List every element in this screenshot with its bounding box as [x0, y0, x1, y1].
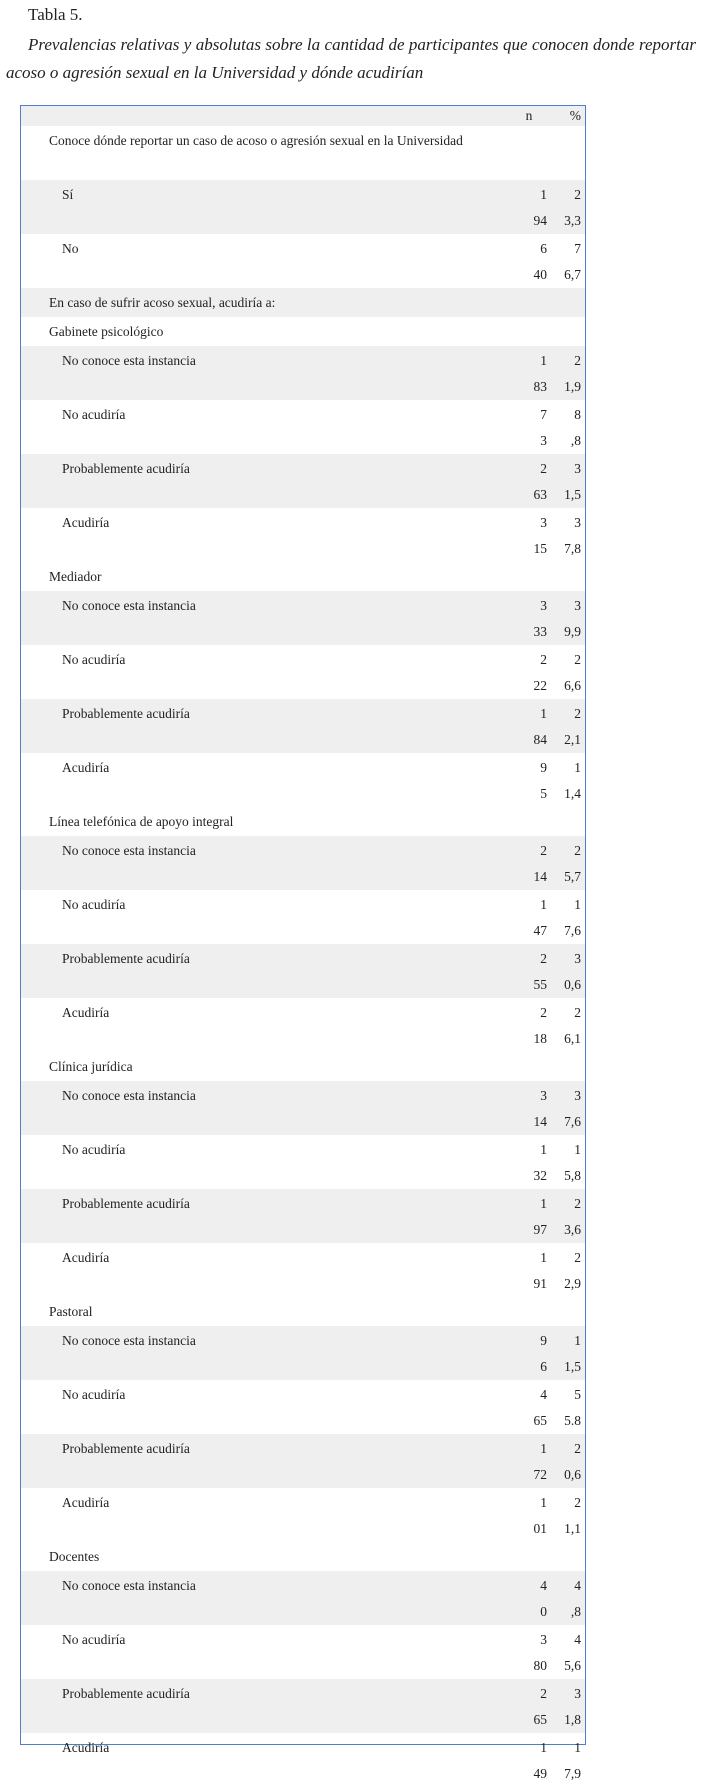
n-cell: [507, 836, 551, 890]
table-row: [21, 234, 585, 288]
table-row: [21, 346, 585, 400]
table-row: [21, 1081, 585, 1135]
percent-value-line1: 2: [574, 1441, 581, 1456]
header-row: [21, 106, 585, 126]
n-value-line1: 1: [540, 1441, 547, 1456]
section-label: Conoce dónde reportar un caso de acoso o agresión sexual en la Universidad: [49, 133, 463, 148]
n-value-line1: 9: [540, 1333, 547, 1348]
row-label: Acudiría: [62, 1250, 110, 1265]
percent-cell: [551, 317, 585, 346]
n-cell: [507, 1243, 551, 1297]
n-value-line2: 63: [533, 487, 547, 502]
percent-value-line2: 1,4: [564, 786, 581, 801]
percent-value-line1: 1: [574, 1142, 581, 1157]
n-value-line1: 6: [540, 241, 547, 256]
percent-cell: [551, 699, 585, 753]
row-label: No conoce esta instancia: [21, 1081, 507, 1135]
category-row: [21, 807, 585, 836]
table-body: [21, 126, 585, 1787]
percent-value-line1: 7: [574, 241, 581, 256]
n-value-line1: 2: [540, 652, 547, 667]
n-cell: [507, 1297, 551, 1326]
section-row: [21, 288, 585, 317]
table-row: [21, 400, 585, 454]
percent-cell: [551, 1326, 585, 1380]
n-value-line2: 91: [533, 1276, 547, 1291]
percent-value-line1: 2: [574, 187, 581, 202]
n-cell: [507, 562, 551, 591]
category-label: Mediador: [49, 569, 102, 584]
n-cell: [507, 998, 551, 1052]
percent-value-line2: 5,8: [564, 1168, 581, 1183]
percent-value-line1: 3: [574, 1686, 581, 1701]
row-label: No acudiría: [62, 1632, 126, 1647]
percent-cell: [551, 890, 585, 944]
n-cell: [507, 400, 551, 454]
percent-cell: [551, 753, 585, 807]
row-label: Probablemente acudiría: [21, 699, 507, 753]
percent-value-line2: 6,7: [564, 267, 581, 282]
percent-value-line1: 3: [574, 951, 581, 966]
n-value-line2: 14: [533, 1114, 547, 1129]
n-cell: [507, 1052, 551, 1081]
percent-cell: [551, 1679, 585, 1733]
n-value-line1: 1: [540, 1250, 547, 1265]
table-label: Tabla 5.: [28, 5, 83, 24]
percent-value-line1: 3: [574, 515, 581, 530]
percent-cell: [551, 234, 585, 288]
n-value-line2: 47: [533, 923, 547, 938]
row-label: Probablemente acudiría: [21, 1679, 507, 1733]
n-cell: [507, 591, 551, 645]
table-row: [21, 890, 585, 944]
prevalence-table-frame: [20, 105, 586, 1781]
percent-value-line1: 2: [574, 706, 581, 721]
n-value-line1: 3: [540, 1088, 547, 1103]
percent-cell: [551, 1733, 585, 1787]
n-value-line1: 3: [540, 1632, 547, 1647]
n-cell: [507, 508, 551, 562]
n-value-line1: 7: [540, 407, 547, 422]
category-row: [21, 1052, 585, 1081]
n-value-line2: 33: [533, 624, 547, 639]
percent-value-line2: 1,8: [564, 1712, 581, 1727]
percent-value-line2: 1,5: [564, 1359, 581, 1374]
n-value-line2: 14: [533, 869, 547, 884]
percent-value-line2: 2,9: [564, 1276, 581, 1291]
table-row: [21, 1625, 585, 1679]
percent-cell: [551, 1081, 585, 1135]
percent-value-line2: 5,6: [564, 1658, 581, 1673]
n-value-line2: 32: [533, 1168, 547, 1183]
percent-value-line1: 1: [574, 1333, 581, 1348]
n-cell: [507, 645, 551, 699]
percent-value-line2: 7,6: [564, 1114, 581, 1129]
row-label: No conoce esta instancia: [21, 1326, 507, 1380]
percent-cell: [551, 400, 585, 454]
row-label: Acudiría: [62, 1005, 110, 1020]
n-value-line2: 83: [533, 379, 547, 394]
percent-cell: [551, 998, 585, 1052]
table-caption: Prevalencias relativas y absolutas sobre la cantidad de participantes que conocen donde reportar acoso o agresión sexual en la Universidad y dónde acudirían: [6, 35, 696, 82]
n-value-line1: 1: [540, 897, 547, 912]
n-cell: [507, 807, 551, 836]
percent-cell: [551, 836, 585, 890]
header-percent: %: [551, 106, 585, 126]
row-label: No acudiría: [62, 897, 126, 912]
n-value-line2: 94: [533, 213, 547, 228]
table-row: [21, 998, 585, 1052]
category-label: Gabinete psicológico: [49, 324, 164, 339]
n-value-line1: 2: [540, 1686, 547, 1701]
row-label: No acudiría: [62, 652, 126, 667]
percent-value-line2: ,8: [570, 433, 581, 448]
header-n: n: [507, 106, 551, 126]
row-label: No conoce esta instancia: [21, 1571, 507, 1625]
n-value-line1: 2: [540, 951, 547, 966]
n-value-line1: 2: [540, 1005, 547, 1020]
category-row: [21, 1297, 585, 1326]
table-row: [21, 1189, 585, 1243]
row-label: Probablemente acudiría: [21, 454, 507, 508]
row-label: Probablemente acudiría: [21, 1434, 507, 1488]
percent-value-line2: ,8: [570, 1604, 581, 1619]
percent-value-line1: 1: [574, 760, 581, 775]
n-value-line2: 15: [533, 541, 547, 556]
table-row: [21, 1488, 585, 1542]
percent-value-line1: 3: [574, 598, 581, 613]
category-label: Línea telefónica de apoyo integral: [49, 814, 234, 829]
n-cell: [507, 234, 551, 288]
n-value-line1: 1: [540, 1740, 547, 1755]
category-row: [21, 562, 585, 591]
row-label: Acudiría: [62, 1495, 110, 1510]
percent-value-line1: 2: [574, 1250, 581, 1265]
n-value-line2: 01: [533, 1521, 547, 1536]
category-row: [21, 317, 585, 346]
n-cell: [507, 126, 551, 180]
percent-value-line2: 0,6: [564, 1467, 581, 1482]
n-cell: [507, 1488, 551, 1542]
table-row: [21, 1380, 585, 1434]
row-label: No: [62, 241, 79, 256]
n-cell: [507, 346, 551, 400]
percent-value-line1: 2: [574, 1005, 581, 1020]
n-value-line1: 4: [540, 1387, 547, 1402]
percent-value-line2: 6,1: [564, 1031, 581, 1046]
n-cell: [507, 753, 551, 807]
n-value-line2: 65: [533, 1413, 547, 1428]
percent-value-line2: 5,7: [564, 869, 581, 884]
n-value-line2: 5: [540, 786, 547, 801]
n-cell: [507, 1571, 551, 1625]
n-cell: [507, 1380, 551, 1434]
percent-value-line1: 2: [574, 652, 581, 667]
n-value-line1: 3: [540, 598, 547, 613]
percent-value-line1: 1: [574, 897, 581, 912]
n-value-line2: 3: [540, 433, 547, 448]
n-value-line2: 0: [540, 1604, 547, 1619]
section-row: [21, 126, 585, 180]
n-cell: [507, 1542, 551, 1571]
n-cell: [507, 890, 551, 944]
row-label: No acudiría: [62, 1387, 126, 1402]
n-value-line2: 49: [533, 1766, 547, 1781]
percent-cell: [551, 1434, 585, 1488]
percent-cell: [551, 1542, 585, 1571]
percent-value-line2: 1,1: [564, 1521, 581, 1536]
percent-value-line2: 1,9: [564, 379, 581, 394]
row-label: Acudiría: [62, 515, 110, 530]
percent-value-line2: 3,6: [564, 1222, 581, 1237]
percent-cell: [551, 1135, 585, 1189]
category-row: [21, 1542, 585, 1571]
percent-value-line2: 5.8: [564, 1413, 581, 1428]
n-value-line1: 1: [540, 187, 547, 202]
n-cell: [507, 1625, 551, 1679]
percent-value-line1: 2: [574, 1196, 581, 1211]
percent-value-line2: 1,5: [564, 487, 581, 502]
row-label: Acudiría: [62, 760, 110, 775]
n-cell: [507, 1081, 551, 1135]
n-value-line1: 1: [540, 706, 547, 721]
n-value-line2: 40: [533, 267, 547, 282]
category-label: Clínica jurídica: [49, 1059, 133, 1074]
n-value-line2: 80: [533, 1658, 547, 1673]
table-row: [21, 180, 585, 234]
row-label: Sí: [21, 180, 507, 234]
percent-value-line1: 2: [574, 1495, 581, 1510]
n-value-line2: 65: [533, 1712, 547, 1727]
table-row: [21, 454, 585, 508]
percent-cell: [551, 180, 585, 234]
table-row: [21, 1243, 585, 1297]
percent-value-line2: 7,8: [564, 541, 581, 556]
percent-cell: [551, 1380, 585, 1434]
percent-value-line1: 8: [574, 407, 581, 422]
n-cell: [507, 1434, 551, 1488]
percent-value-line1: 4: [574, 1632, 581, 1647]
n-cell: [507, 288, 551, 317]
percent-cell: [551, 807, 585, 836]
percent-cell: [551, 645, 585, 699]
table-row: [21, 836, 585, 890]
table-row: [21, 591, 585, 645]
percent-cell: [551, 454, 585, 508]
n-cell: [507, 1189, 551, 1243]
n-value-line1: 1: [540, 1495, 547, 1510]
section-label: En caso de sufrir acoso sexual, acudiría a:: [21, 288, 507, 317]
row-label: No acudiría: [62, 1142, 126, 1157]
percent-cell: [551, 1488, 585, 1542]
percent-cell: [551, 346, 585, 400]
table-row: [21, 1326, 585, 1380]
percent-cell: [551, 508, 585, 562]
n-value-line1: 2: [540, 843, 547, 858]
percent-cell: [551, 1625, 585, 1679]
n-cell: [507, 1679, 551, 1733]
percent-cell: [551, 944, 585, 998]
table-row: [21, 1733, 585, 1787]
n-value-line1: 3: [540, 515, 547, 530]
n-cell: [507, 180, 551, 234]
table-row: [21, 1135, 585, 1189]
percent-cell: [551, 288, 585, 317]
table-row: [21, 944, 585, 998]
row-label: No acudiría: [62, 407, 126, 422]
percent-cell: [551, 1571, 585, 1625]
n-value-line1: 1: [540, 1196, 547, 1211]
percent-value-line2: 2,1: [564, 732, 581, 747]
table-row: [21, 1679, 585, 1733]
row-label: Probablemente acudiría: [21, 1189, 507, 1243]
table-row: [21, 645, 585, 699]
category-label: Docentes: [49, 1549, 100, 1564]
n-value-line2: 72: [533, 1467, 547, 1482]
percent-value-line1: 2: [574, 353, 581, 368]
percent-value-line2: 7,6: [564, 923, 581, 938]
percent-value-line2: 7,9: [564, 1766, 581, 1781]
n-value-line1: 4: [540, 1578, 547, 1593]
row-label: Probablemente acudiría: [21, 944, 507, 998]
n-value-line1: 9: [540, 760, 547, 775]
table-row: [21, 508, 585, 562]
percent-value-line2: 0,6: [564, 977, 581, 992]
row-label: No conoce esta instancia: [21, 591, 507, 645]
percent-value-line1: 3: [574, 461, 581, 476]
header-blank: [21, 106, 507, 126]
row-label: Acudiría: [62, 1740, 110, 1755]
percent-cell: [551, 1189, 585, 1243]
category-label: Pastoral: [49, 1304, 93, 1319]
n-cell: [507, 1135, 551, 1189]
percent-value-line1: 1: [574, 1740, 581, 1755]
percent-cell: [551, 1297, 585, 1326]
percent-cell: [551, 1052, 585, 1081]
percent-value-line2: 3,3: [564, 213, 581, 228]
n-value-line2: 84: [533, 732, 547, 747]
table-row: [21, 1434, 585, 1488]
percent-cell: [551, 591, 585, 645]
n-value-line1: 1: [540, 353, 547, 368]
table-row: [21, 1571, 585, 1625]
n-cell: [507, 699, 551, 753]
n-value-line2: 97: [533, 1222, 547, 1237]
table-row: [21, 753, 585, 807]
percent-cell: [551, 1243, 585, 1297]
n-cell: [507, 1326, 551, 1380]
n-value-line2: 6: [540, 1359, 547, 1374]
percent-value-line1: 5: [574, 1387, 581, 1402]
percent-value-line1: 3: [574, 1088, 581, 1103]
percent-value-line2: 6,6: [564, 678, 581, 693]
n-cell: [507, 1733, 551, 1787]
percent-value-line1: 2: [574, 843, 581, 858]
row-label: No conoce esta instancia: [21, 346, 507, 400]
percent-value-line1: 4: [574, 1578, 581, 1593]
n-value-line1: 1: [540, 1142, 547, 1157]
table-row: [21, 699, 585, 753]
percent-cell: [551, 562, 585, 591]
percent-value-line2: 9,9: [564, 624, 581, 639]
n-cell: [507, 454, 551, 508]
n-cell: [507, 944, 551, 998]
n-value-line2: 22: [533, 678, 547, 693]
n-value-line2: 55: [533, 977, 547, 992]
n-value-line2: 18: [533, 1031, 547, 1046]
row-label: No conoce esta instancia: [21, 836, 507, 890]
n-cell: [507, 317, 551, 346]
n-value-line1: 2: [540, 461, 547, 476]
prevalence-table: [21, 106, 585, 1787]
percent-cell: [551, 126, 585, 180]
